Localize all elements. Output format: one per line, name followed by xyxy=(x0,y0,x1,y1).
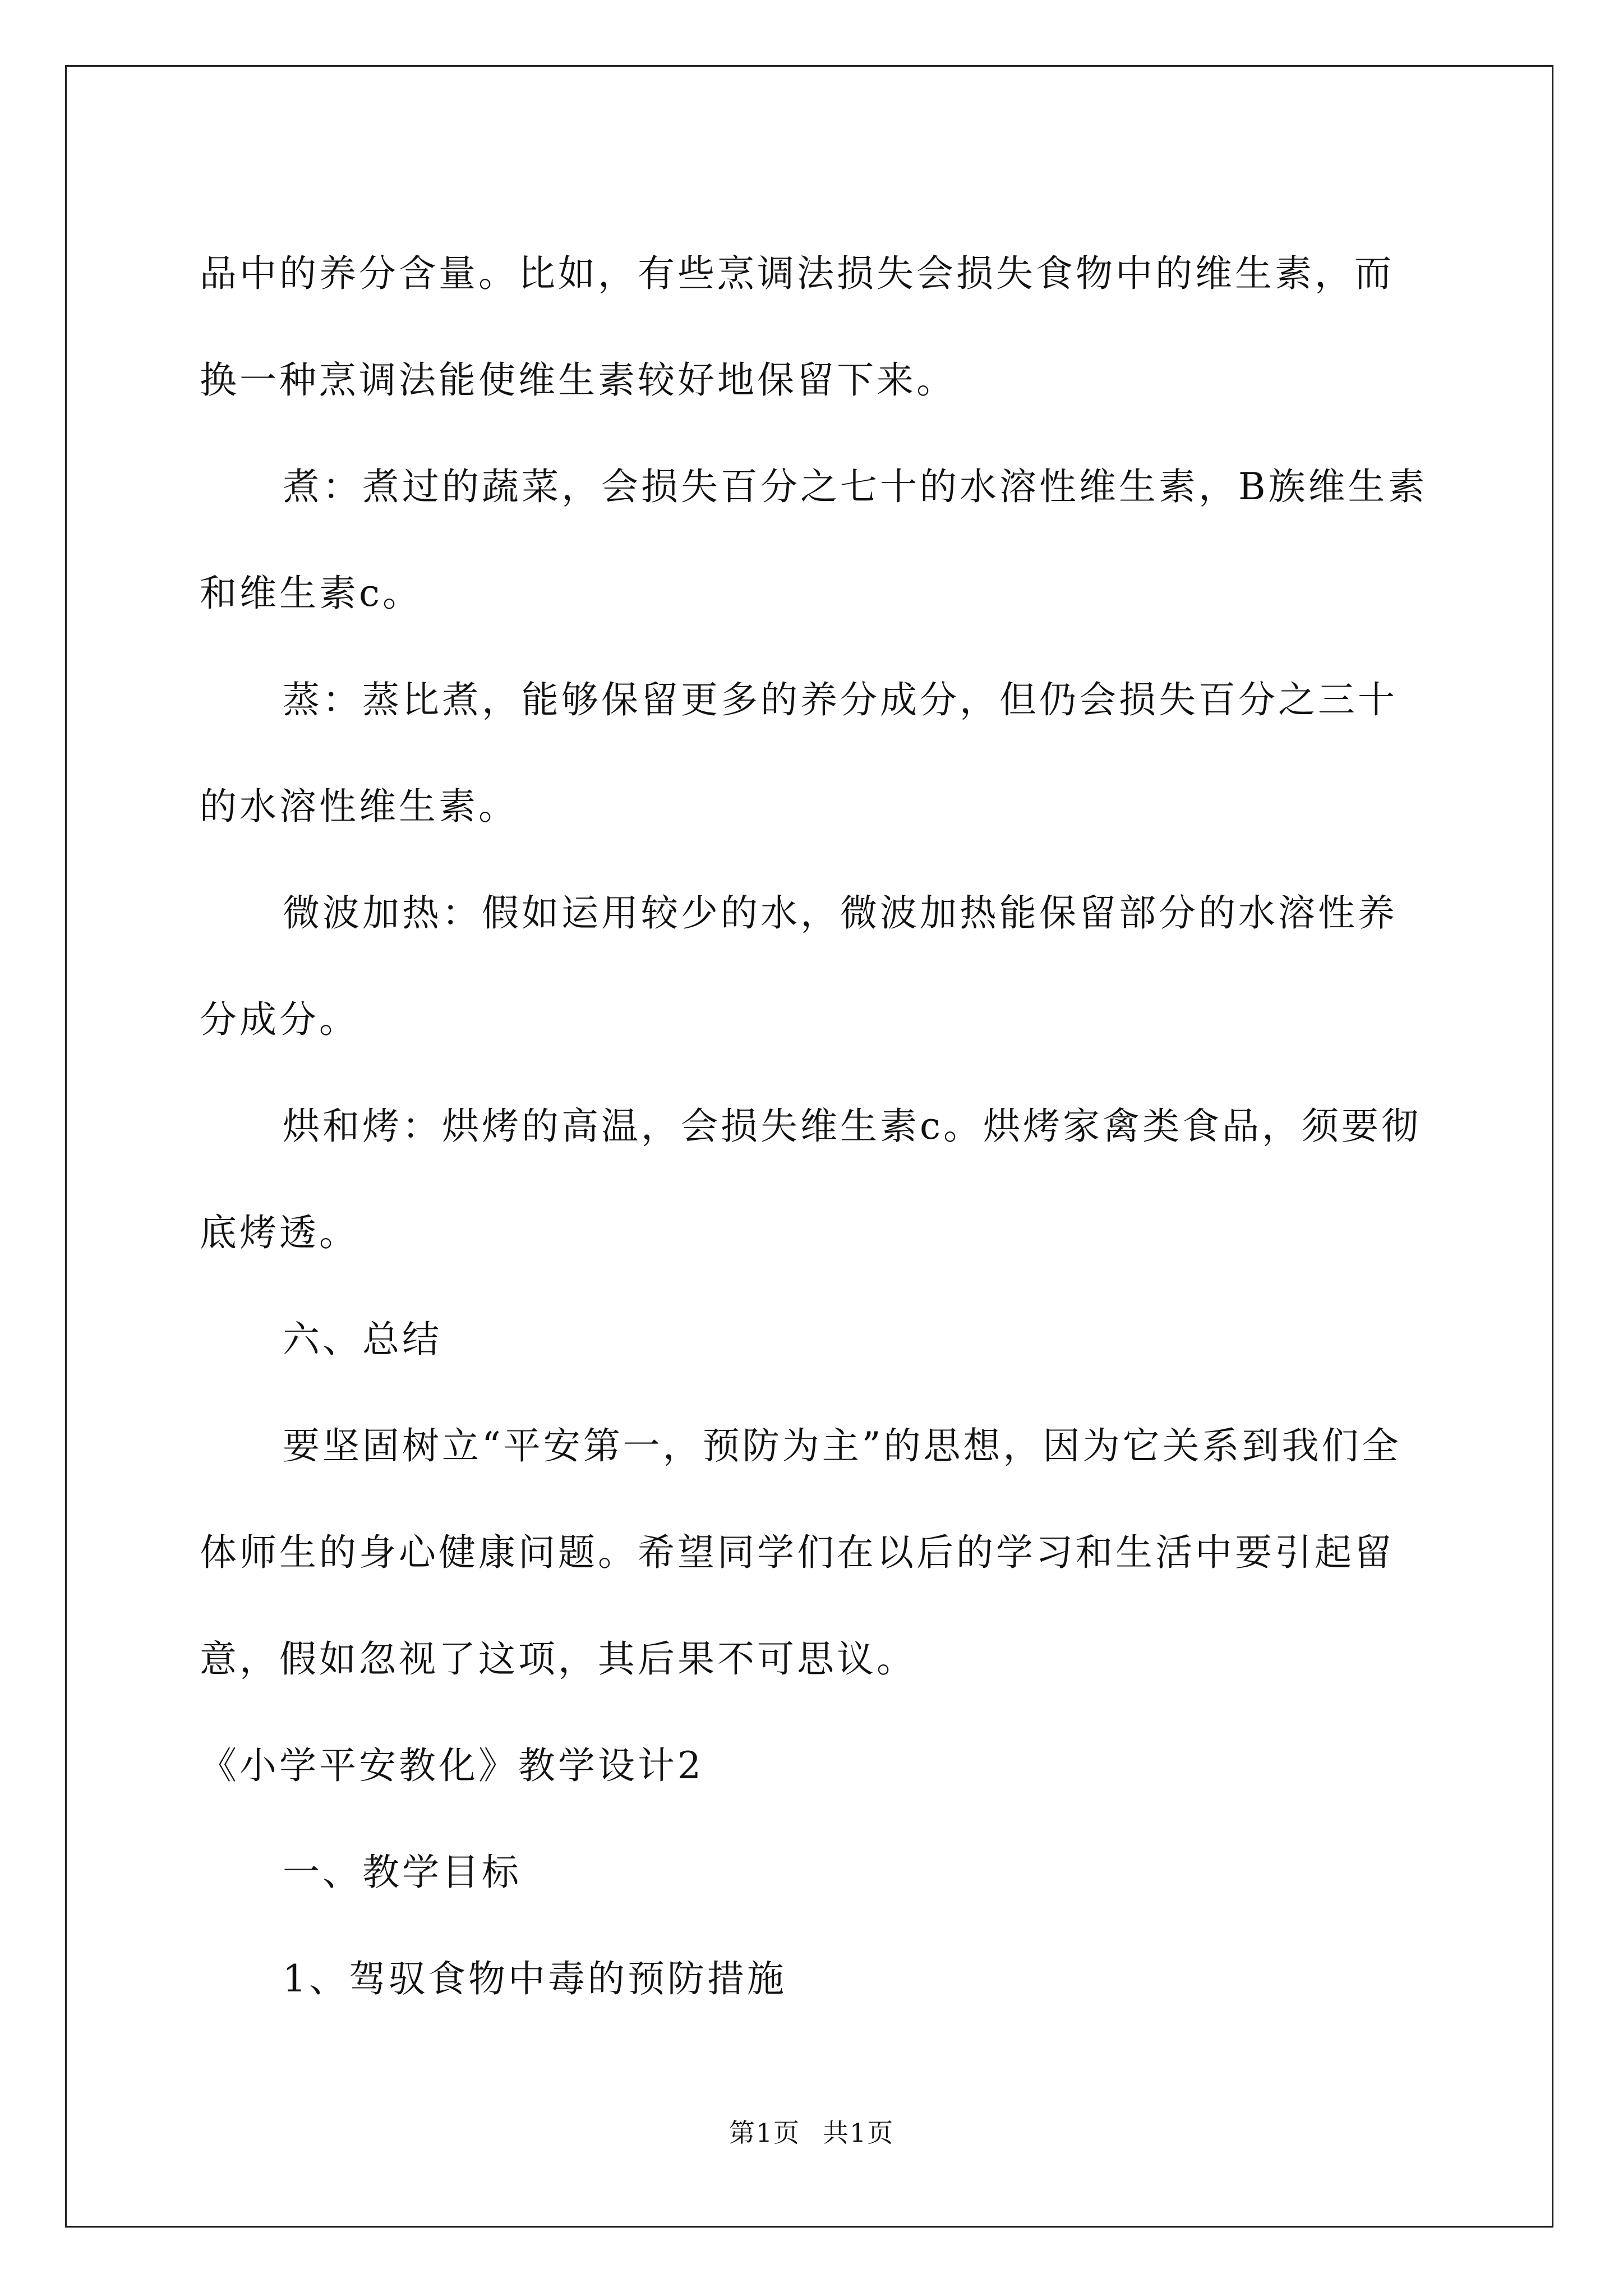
paragraph-steaming: 蒸：蒸比煮，能够保留更多的养分成分，但仍会损失百分之三十的水溶性维生素。 xyxy=(200,678,1398,828)
paragraph-cooking-intro: 品中的养分含量。比如，有些烹调法损失会损失食物中的维生素，而换一种烹调法能使维生素较好地保留下来。 xyxy=(200,252,1394,402)
section-heading-objectives: 一、教学目标 xyxy=(283,1851,522,1894)
paragraph-boiling: 煮：煮过的蔬菜，会损失百分之七十的水溶性维生素，B族维生素和维生素c。 xyxy=(200,465,1428,615)
page-footer xyxy=(0,2116,1623,2150)
page-number: 第1页 xyxy=(728,2118,800,2148)
page-total: 共1页 xyxy=(823,2118,895,2148)
document-title-2: 《小学平安教化》教学设计2 xyxy=(200,1744,704,1787)
section-heading-summary: 六、总结 xyxy=(283,1318,442,1361)
paragraph-baking: 烘和烤：烘烤的高温，会损失维生素c。烘烤家禽类食品，须要彻底烤透。 xyxy=(200,1105,1421,1254)
objective-item-1: 1、驾驭食物中毒的预防措施 xyxy=(283,1957,787,2000)
paragraph-summary: 要坚固树立“平安第一，预防为主”的思想，因为它关系到我们全体师生的身心健康问题。希望同学们在以后的学习和生活中要引起留意，假如忽视了这项，其后果不可思议。 xyxy=(200,1424,1401,1681)
document-body xyxy=(200,220,1428,2032)
paragraph-microwave: 微波加热：假如运用较少的水，微波加热能保留部分的水溶性养分成分。 xyxy=(200,891,1398,1041)
